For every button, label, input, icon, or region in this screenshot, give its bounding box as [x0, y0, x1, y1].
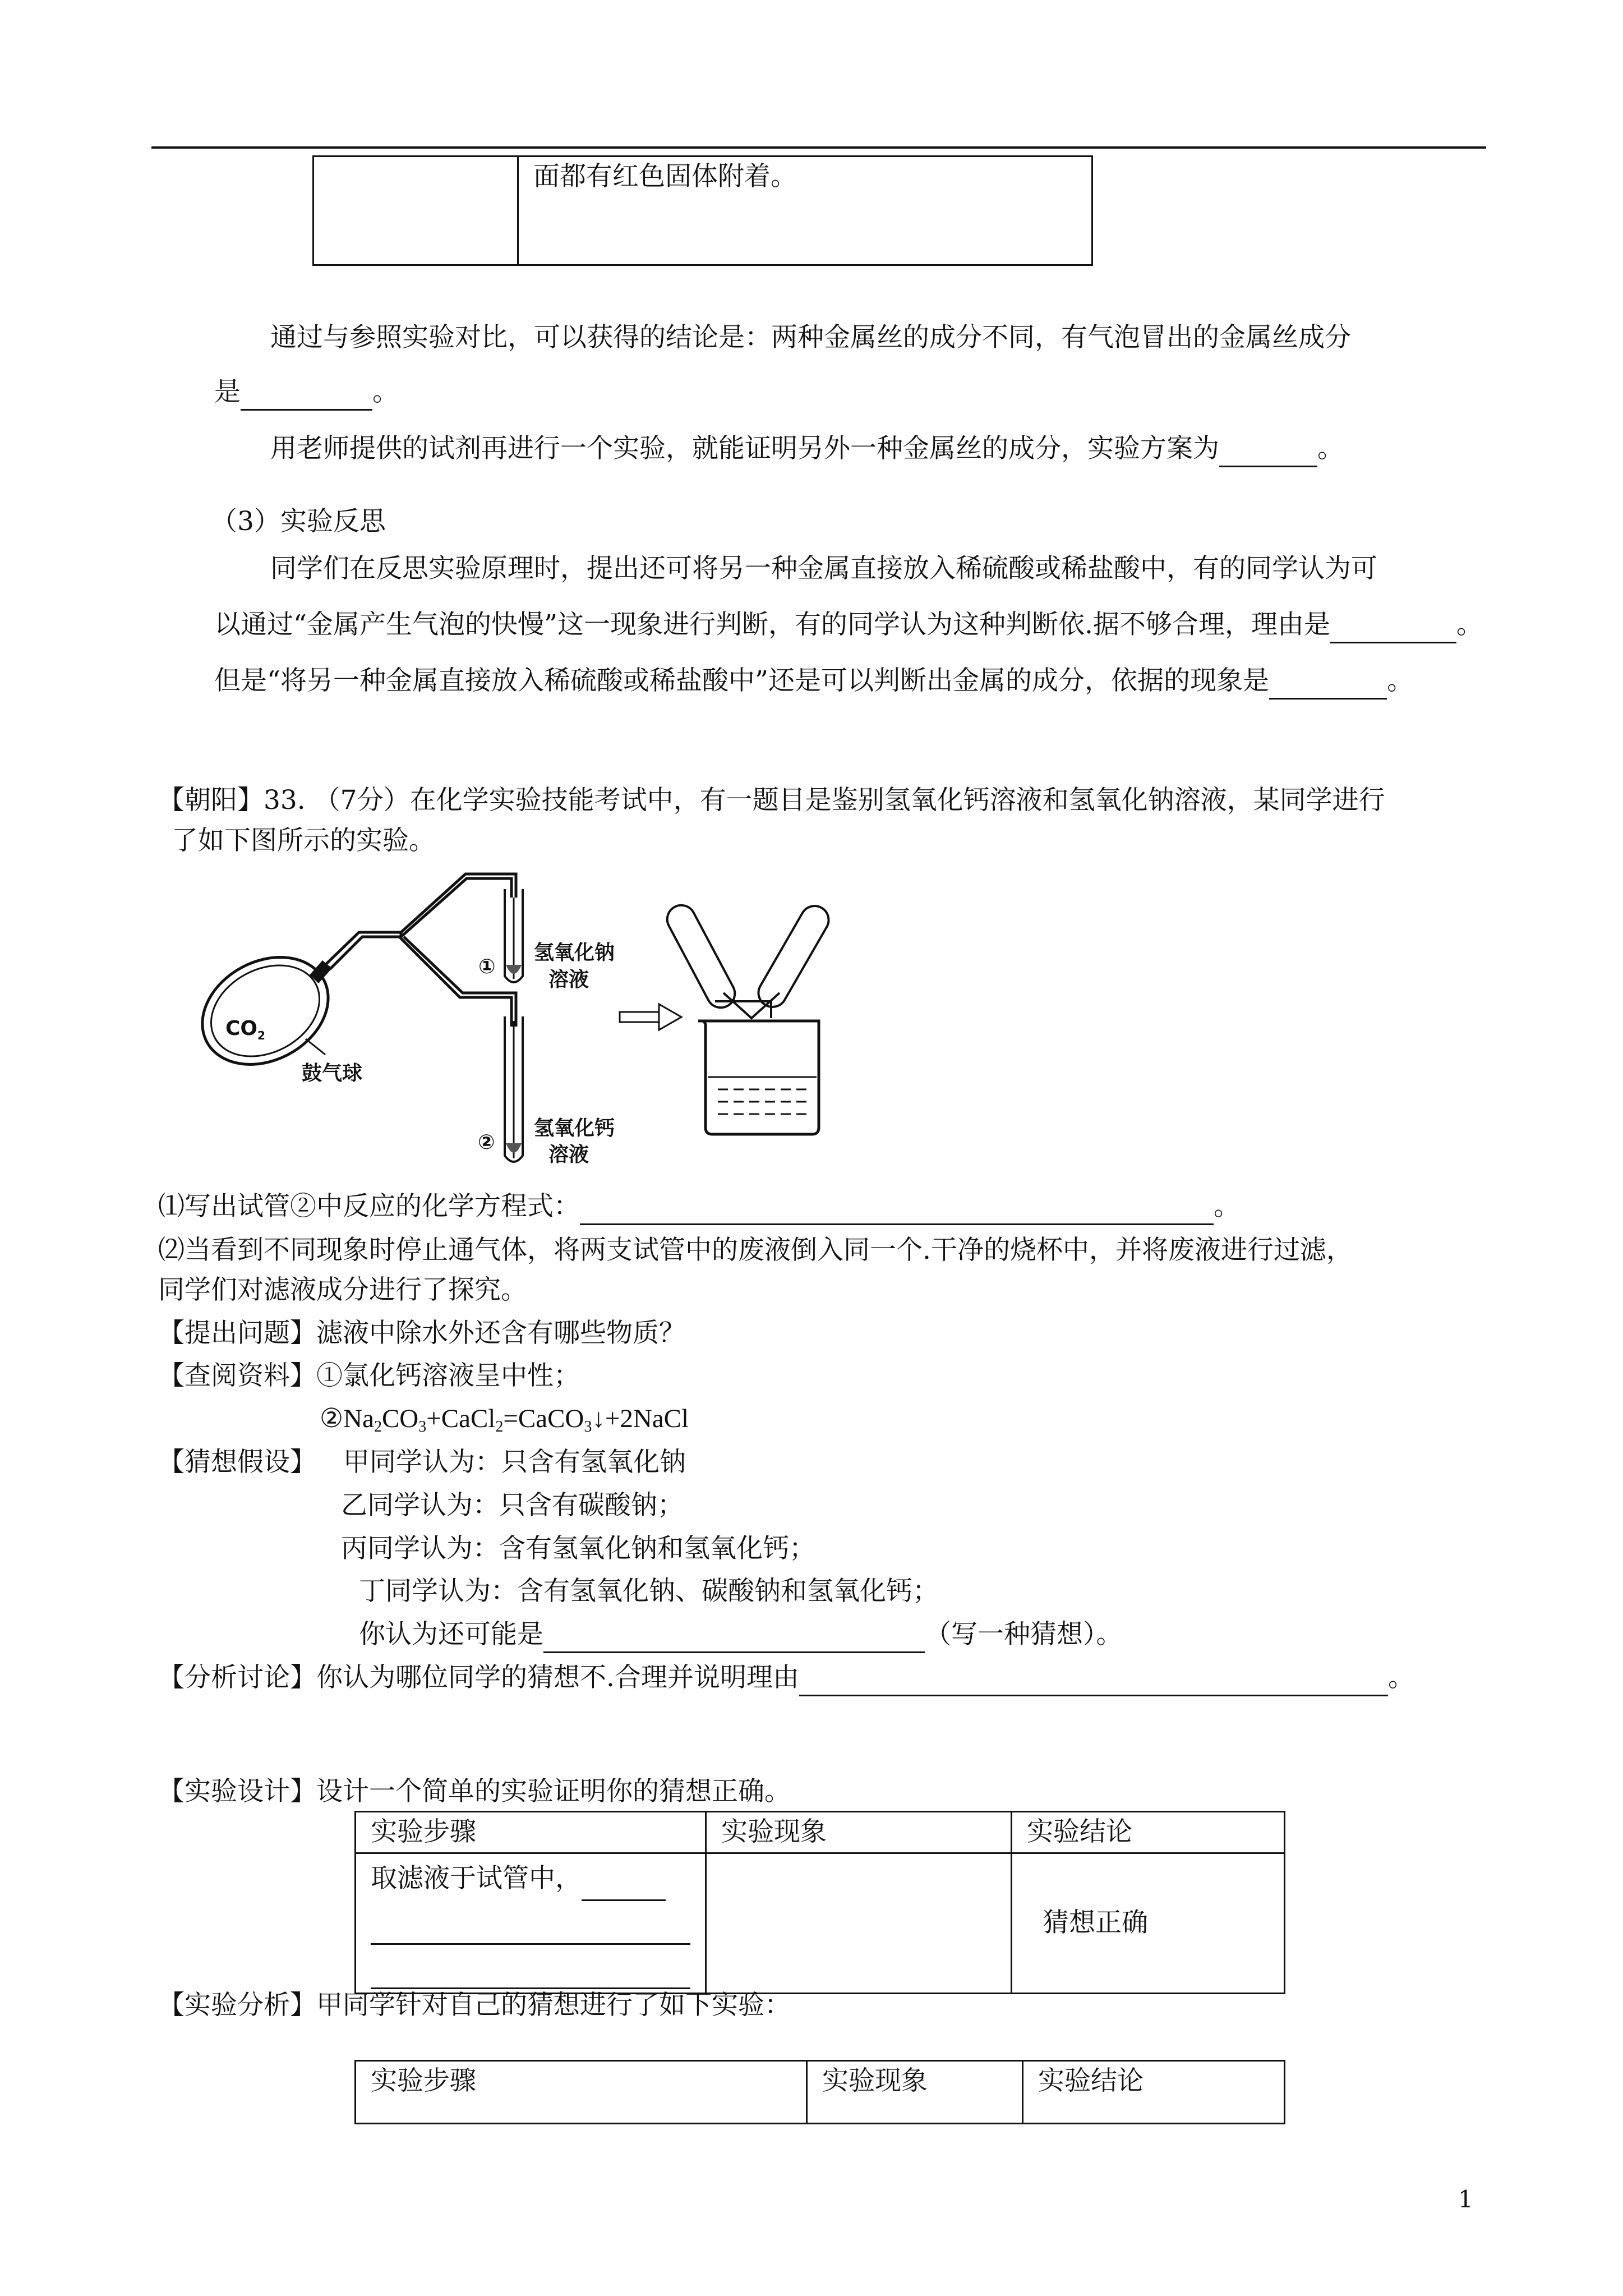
reference-equation: $②Na_2CO_3+CaCl_2=CaCO_3↓+2NaCl$ [320, 1404, 689, 1435]
hypothesis-5: 你认为还可能是 （写一种猜想）。 [359, 1618, 1123, 1653]
arrow-right-icon [620, 1004, 681, 1030]
tube-2-label-1: 氢氧化钙 [534, 1117, 615, 1140]
q33-stem-line-1: 【朝阳】33. （7分）在化学实验技能考试中，有一题目是鉴别氢氧化钙溶液和氢氧化钠溶液，某同学进行 [158, 785, 1385, 816]
answer-blank-hypothesis[interactable] [543, 1618, 925, 1653]
tube-2-label-2: 溶液 [548, 1143, 589, 1166]
design-table-conclusion-cell: 猜想正确 [1012, 1853, 1285, 1994]
design-table-header-conclusion: 实验结论 [1012, 1812, 1285, 1853]
plan-line: 用老师提供的试剂再进行一个实验，就能证明另外一种金属丝的成分，实验方案为 。 [270, 432, 1344, 467]
hypothesis-4: 丁同学认为：含有氢氧化钠、碳酸钠和氢氧化钙； [359, 1576, 939, 1607]
svg-text:CO2: $CO_2$ [225, 1017, 265, 1042]
tube-1-label-1: 氢氧化钠 [534, 941, 615, 964]
hypothesis-label: 【猜想假设】 [158, 1447, 316, 1478]
tube-1-number: ① [478, 955, 496, 978]
answer-blank-step-3[interactable] [371, 1945, 690, 1989]
design-table-steps-cell: 取滤液于试管中， [356, 1853, 706, 1994]
header-rule [151, 146, 1486, 149]
hypothesis-3: 丙同学认为：含有氢氧化钠和氢氧化钙； [341, 1533, 815, 1564]
p2-line-1: ⑵当看到不同现象时停止通气体，将两支试管中的废液倒入同一个.干净的烧杯中，并将废液进行过滤， [158, 1235, 1353, 1266]
answer-blank-metal[interactable] [241, 376, 372, 411]
hypothesis-1: 甲同学认为：只含有氢氧化钠 [343, 1447, 686, 1478]
answer-blank-step-1[interactable] [582, 1857, 666, 1901]
design-table-header-steps: 实验步骤 [356, 1812, 706, 1853]
answer-blank-reason[interactable] [1330, 609, 1456, 643]
design-table-header-phenomenon: 实验现象 [706, 1812, 1012, 1853]
test-tube-1-icon [505, 889, 523, 982]
reflection-heading: （3）实验反思 [211, 506, 386, 537]
page-number: 1 [1458, 2185, 1473, 2213]
top-table-empty-cell [313, 157, 518, 265]
tube-1-label-2: 溶液 [548, 968, 589, 991]
question-line: 【提出问题】滤液中除水外还含有哪些物质？ [158, 1318, 685, 1349]
answer-blank-equation[interactable] [580, 1190, 1214, 1225]
reflection-line-1: 同学们在反思实验原理时，提出还可将另一种金属直接放入稀硫酸或稀盐酸中，有的同学认为可 [270, 553, 1377, 584]
conclusion-line-2: 是 。 [214, 376, 399, 411]
design-table [354, 1811, 1285, 1994]
reflection-line-2: 以通过“金属产生气泡的快慢”这一现象进行判断，有的同学认为这种判断依.据不够合理，理由是 。 [214, 609, 1483, 643]
test-tube-2-icon [505, 1016, 523, 1162]
reflection-line-3: 但是“将另一种金属直接放入稀硫酸或稀盐酸中”还是可以判断出金属的成分，依据的现象是 。 [214, 665, 1413, 700]
hypothesis-2: 乙同学认为：只含有碳酸钠； [341, 1490, 684, 1521]
answer-blank-phenomenon[interactable] [1269, 665, 1387, 700]
beaker-with-tubes-icon [662, 900, 834, 1134]
answer-blank-plan[interactable] [1219, 432, 1317, 467]
analysis-table [354, 2060, 1285, 2124]
analysis-line: 【实验分析】甲同学针对自己的猜想进行了如下实验： [158, 1990, 791, 2021]
design-table-phenomenon-cell [706, 1853, 1012, 1994]
analysis-table-header-conclusion: 实验结论 [1023, 2061, 1285, 2124]
analysis-table-header-steps: 实验步骤 [356, 2061, 807, 2124]
q33-stem-line-2: 了如下图所示的实验。 [172, 825, 435, 856]
co2-label: CO [225, 1017, 258, 1040]
pump-label: 鼓气球 [302, 1062, 363, 1085]
equation-prompt: ⑴写出试管②中反应的化学方程式： 。 [158, 1190, 1240, 1225]
answer-blank-discussion[interactable] [799, 1662, 1388, 1696]
p2-line-2: 同学们对滤液成分进行了探究。 [158, 1274, 527, 1305]
answer-blank-step-2[interactable] [371, 1901, 690, 1945]
top-table-cell: 面都有红色固体附着。 [518, 157, 1092, 265]
experiment-figure [191, 864, 880, 1170]
tube-2-number: ② [478, 1131, 495, 1154]
reference-line-1: 【查阅资料】①氯化钙溶液呈中性； [158, 1360, 580, 1391]
conclusion-line-1: 通过与参照实验对比，可以获得的结论是：两种金属丝的成分不同，有气泡冒出的金属丝成分 [270, 322, 1351, 353]
analysis-table-header-phenomenon: 实验现象 [807, 2061, 1023, 2124]
discussion-line: 【分析讨论】你认为哪位同学的猜想不.合理并说明理由 。 [158, 1662, 1414, 1696]
design-line: 【实验设计】设计一个简单的实验证明你的猜想正确。 [158, 1776, 791, 1807]
top-table-fragment [312, 155, 1093, 266]
